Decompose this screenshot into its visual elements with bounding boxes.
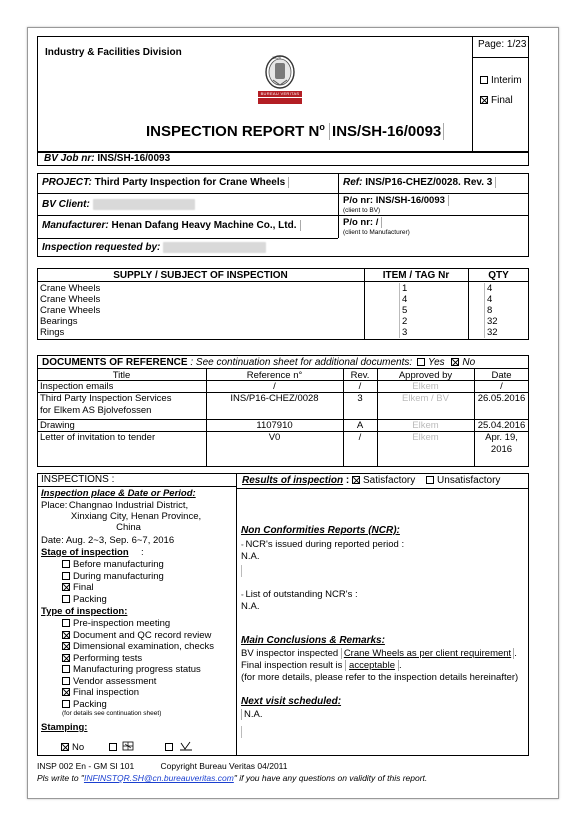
supply-cell-qty: 32 [484,316,524,327]
supply-cell-item: 5 [399,305,449,316]
results-header-line [236,488,529,489]
checkbox-row [62,687,139,698]
details-note: (for details see continuation sheet) [62,710,162,717]
option-checkbox[interactable] [62,619,70,627]
place-line-3: China [116,522,141,533]
documents-cell-approved: Elkem [412,381,439,392]
documents-header-ref: Reference n° [246,370,303,381]
checkbox-row [62,676,156,687]
po2-field: P/o nr: / [343,217,382,228]
option-checkbox[interactable] [62,677,70,685]
option-label: Packing [73,698,107,710]
documents-header-rev: Rev. [350,370,370,381]
conclusion-line-2: Final inspection result is acceptable . [241,660,402,671]
supply-cell-qty: 32 [484,327,524,338]
po2-note: (client to Manufacturer) [343,229,410,236]
manufacturer-field: Manufacturer: Henan Dafang Heavy Machine Co., Ltd. [42,220,301,231]
option-checkbox[interactable] [62,583,70,591]
documents-cell-approved: Elkem [412,420,439,431]
option-checkbox[interactable] [62,642,70,650]
stamp-signature-icon [179,741,193,751]
project-line-1 [37,193,529,194]
logo-year: 1828 [272,55,281,60]
documents-cell-date: 25.04.2016 [477,420,526,431]
interim-checkbox[interactable] [480,76,488,84]
supply-cell-qty: 4 [484,294,524,305]
option-label: Document and QC record review [73,629,212,641]
checkbox-row [62,559,164,570]
conclusions-heading: Main Conclusions & Remarks: [241,635,385,646]
checkbox-row [62,653,142,664]
stamp-option-3-checkbox[interactable] [165,743,173,751]
next-visit-value: N.A. [241,709,262,720]
place-label: Place: [41,500,68,511]
ncr-bar-1 [241,565,242,577]
job-number: BV Job nr: INS/SH-16/0093 [44,153,171,164]
type-heading: Type of inspection: [41,606,128,617]
satisfactory-checkbox[interactable] [352,476,360,484]
documents-cell-ref: INS/P16-CHEZ/0028 [230,393,319,404]
ncr-issued-value: N.A. [241,551,260,562]
inspections-divider [236,473,237,756]
option-label: Performing tests [73,652,143,664]
report-status-interim: Interim [480,75,522,86]
supply-cell-subject: Bearings [40,316,78,327]
division-name: Industry & Facilities Division [45,47,182,58]
results-line: Results of inspection : Satisfactory Unsatisfactory [242,475,501,486]
requested-field: Inspection requested by: [42,242,266,253]
supply-cell-item: 2 [399,316,449,327]
project-line-2 [37,215,529,216]
stamp-no-checkbox[interactable] [61,743,69,751]
po-field: P/o nr: INS/SH-16/0093 [343,195,449,206]
documents-title: DOCUMENTS OF REFERENCE : See continuation sheet for additional documents: Yes No [42,357,476,368]
checkbox-row [62,618,170,629]
next-visit-bar [241,726,242,738]
stage-heading: Stage of inspection [41,547,129,558]
documents-cell-date: 26.05.2016 [477,393,526,404]
report-status-final: Final [480,95,513,106]
project-line-3 [37,238,338,239]
documents-cell-approved: Elkem / BV [402,393,449,404]
checkbox-row [62,594,107,605]
documents-cell-title: Inspection emails [40,381,114,392]
checkbox-row [62,664,201,675]
documents-yes-checkbox[interactable] [417,358,425,366]
stage-colon: : [141,547,144,558]
report-number: INS/SH-16/0093 [329,123,444,140]
option-label: During manufacturing [73,570,164,582]
po-note: (client to BV) [343,207,381,214]
documents-cell-approved: Elkem [412,432,439,443]
supply-cell-qty: 4 [484,283,524,294]
header-divider [472,36,473,152]
final-checkbox[interactable] [480,96,488,104]
client-field: BV Client: [42,199,195,210]
checkbox-row [62,630,211,641]
option-label: Packing [73,593,107,605]
option-label: Vendor assessment [73,675,157,687]
documents-cell-ref: / [273,381,276,392]
stamping-heading: Stamping: [41,722,88,733]
documents-cell-title: Drawing [40,420,75,431]
documents-line-1 [37,368,529,369]
supply-cell-subject: Crane Wheels [40,283,101,294]
supply-cell-qty: 8 [484,305,524,316]
inspections-heading: INSPECTIONS : [41,474,115,485]
supply-cell-subject: Rings [40,327,65,338]
conclusion-line-3: (for more details, please refer to the inspection details hereinafter) [241,672,519,683]
ncr-issued: ◦ NCR's issued during reported period : [241,539,405,550]
report-title: INSPECTION REPORT $N^o$ INS/SH-16/0093 [146,122,444,140]
supply-cell-item: 1 [399,283,449,294]
documents-header-date: Date [491,370,512,381]
option-label: Final inspection [73,687,140,698]
bureau-veritas-logo [255,54,305,110]
ref-field: Ref: INS/P16-CHEZ/0028. Rev. 3 [343,177,496,188]
documents-header-title: Title [112,370,131,381]
stamp-mark-icon [122,741,134,751]
documents-cell-ref: 1107910 [256,420,293,431]
supply-header-subject: SUPPLY / SUBJECT OF INSPECTION [113,270,288,281]
inspections-header-line [37,486,236,487]
unsatisfactory-checkbox[interactable] [426,476,434,484]
documents-cell-ref: V0 [268,432,281,443]
documents-cell-rev: / [358,381,362,392]
supply-cell-item: 3 [399,327,449,338]
checkbox-row [62,641,214,652]
ncr-outstanding: ◦ List of outstanding NCR's : [241,589,358,600]
stamping-options: No [61,741,193,753]
supply-header-qty: QTY [488,270,509,281]
option-checkbox[interactable] [62,665,70,673]
ncr-heading: Non Conformities Reports (NCR): [241,525,400,536]
documents-cell-title2: for Elkem AS Bjolvefossen [40,405,152,416]
option-checkbox[interactable] [62,700,70,708]
documents-cell-date: Apr. 19, [485,432,518,443]
logo-text: BUREAU VERITAS [260,91,300,96]
documents-cell-title: Letter of invitation to tender [40,432,156,443]
next-visit-heading: Next visit scheduled: [241,696,342,707]
ncr-outstanding-value: N.A. [241,601,260,612]
option-label: Dimensional examination, checks [73,641,214,652]
option-label: Before manufacturing [73,559,164,570]
supply-cell-item: 4 [399,294,449,305]
inspection-date: Date: Aug. 2~3, Sep. 6~7, 2016 [41,535,175,546]
option-checkbox[interactable] [62,654,70,662]
footer-line-2: Pls write to "INFINSTQR.SH@cn.bureauveritas.com" if you have any questions on validity of this report. [37,773,428,783]
place-heading: Inspection place & Date or Period: [41,488,196,499]
place-line-2: Xinxiang City, Henan Province, [70,511,202,522]
option-checkbox[interactable] [62,572,70,580]
place-line-1: Changnao Industrial District, [68,500,189,511]
option-checkbox[interactable] [62,688,70,696]
documents-cell-rev: / [358,432,362,443]
documents-cell-rev: 3 [357,393,363,404]
checkbox-row [62,571,164,582]
documents-cell-title: Third Party Inspection Services [40,393,172,404]
report-page [27,27,559,799]
supply-header-item: ITEM / TAG Nr [382,270,450,281]
conclusion-line-1: BV inspector inspected Crane Wheels as per client requirement . [241,648,517,659]
supply-cell-subject: Crane Wheels [40,305,101,316]
option-checkbox[interactable] [62,560,70,568]
footer-line-1: INSP 002 En - GM SI 101 Copyright Bureau Veritas 04/2011 [37,761,288,771]
option-label: Manufacturing progress status [73,664,201,675]
project-field: PROJECT: Third Party Inspection for Crane Wheels [42,177,289,188]
option-label: Final [73,582,94,593]
page-number: Page: 1/23 [478,39,527,50]
documents-cell-date2: 2016 [490,444,513,455]
documents-cell-rev: A [356,420,364,431]
project-divider [338,173,339,238]
supply-cell-subject: Crane Wheels [40,294,101,305]
stamp-option-2-checkbox[interactable] [109,743,117,751]
option-checkbox[interactable] [62,595,70,603]
checkbox-row [62,699,107,710]
supply-header-line [37,281,529,282]
checkbox-row [62,582,94,593]
page-divider [472,57,529,58]
documents-no-checkbox[interactable] [451,358,459,366]
documents-cell-date: / [500,381,503,392]
option-label: Pre-inspection meeting [73,618,171,629]
footer-email-link[interactable]: INFINSTQR.SH@cn.bureauveritas.com [83,773,234,783]
option-checkbox[interactable] [62,631,70,639]
documents-header-approved: Approved by [398,370,453,381]
